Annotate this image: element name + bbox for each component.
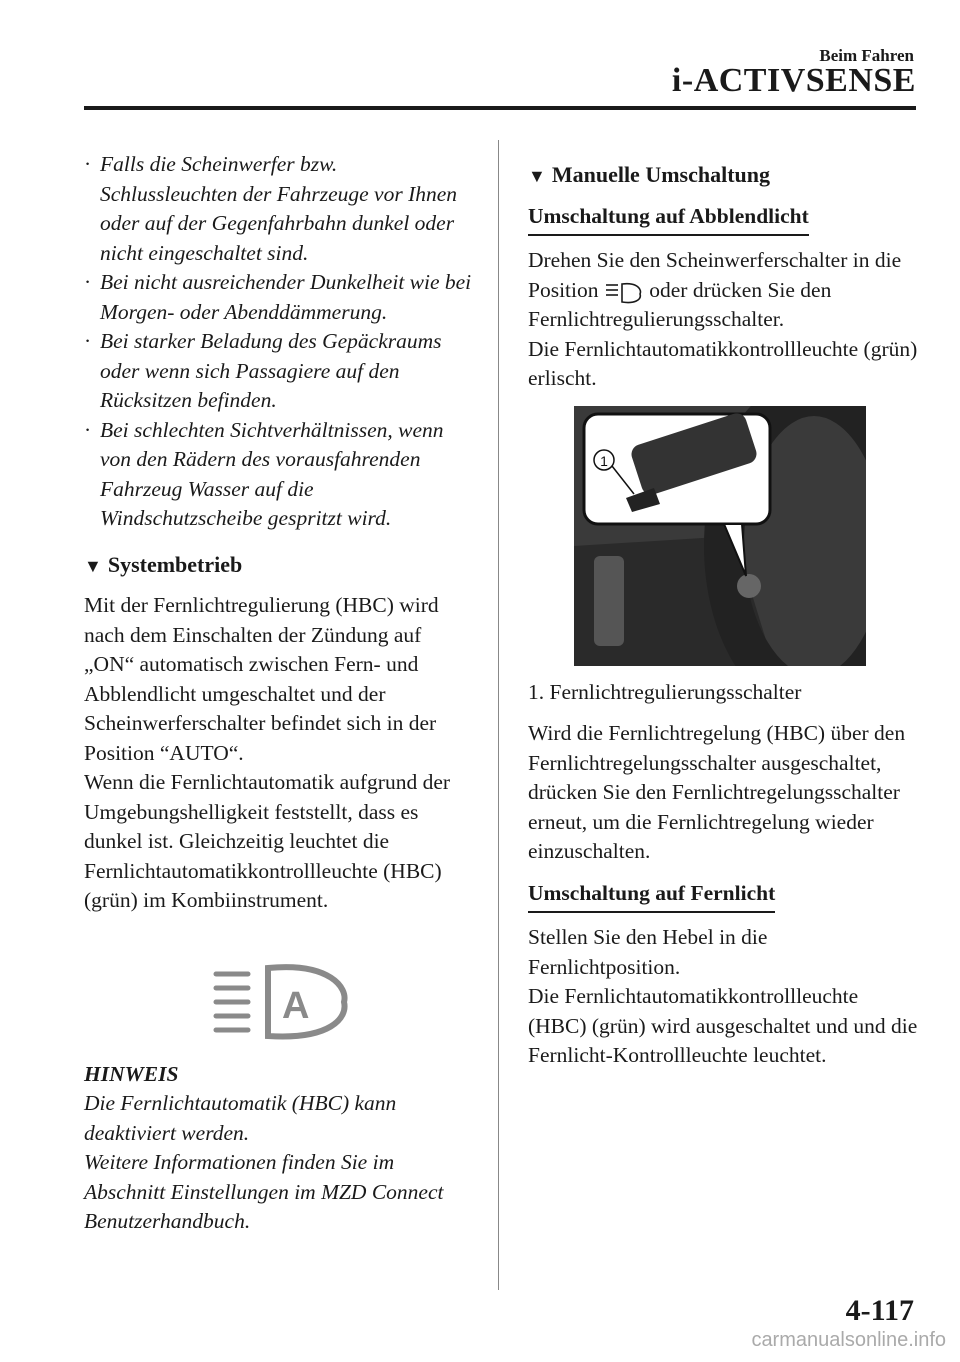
right-column <box>528 150 918 1071</box>
svg-text:A: A <box>282 984 310 1027</box>
section-heading-label: Systembetrieb <box>107 551 243 577</box>
auto-high-beam-indicator-icon <box>210 960 350 1040</box>
note-block <box>84 1060 474 1237</box>
bullet-item: · Bei starker Beladung des Gepäckraums oder wenn sich Passagiere auf den Rücksitzen befinden. <box>84 327 474 416</box>
photo-caption: 1. Fernlichtregulierungsschalter <box>528 679 802 704</box>
bullet-item: · Bei nicht ausreichender Dunkelheit wie bei Morgen- oder Abenddämmerung. <box>84 268 474 327</box>
paragraph: Die Fernlichtautomatikkontrollleuchte (HBC) (grün) wird ausgeschaltet und und die Fernlicht-Kontrollleuchte leuchtet. <box>528 984 918 1067</box>
triangle-down-icon: ▼ <box>528 166 546 186</box>
triangle-down-icon: ▼ <box>84 555 102 576</box>
photo-callout-label: 1 <box>600 452 608 469</box>
paragraph <box>528 246 918 335</box>
chapter-title: Beim Fahren <box>819 46 914 65</box>
subheading: Umschaltung auf Fernlicht <box>528 879 775 914</box>
left-column <box>84 150 474 1237</box>
section-heading <box>528 160 918 192</box>
bullet-item: · Bei schlechten Sichtverhältnissen, wenn von den Rädern des vorausfahrenden Fahrzeug Wasser auf die Windschutzscheibe gespritzt wird. <box>84 416 474 534</box>
watermark: carmanualsonline.info <box>751 1329 946 1351</box>
paragraph: Wenn die Fernlichtautomatik aufgrund der Umgebungshelligkeit feststellt, dass es dunkel ist. Gleichzeitig leuchtet die Fernlichtautomatikkontrollleuchte (HBC) (grün) im Kombiinstrument. <box>84 770 451 912</box>
subheading: Umschaltung auf Abblendlicht <box>528 202 809 237</box>
paragraph-text: oder drücken Sie den Fernlichtregulierungsschalter. <box>528 277 832 331</box>
paragraph-text: Drehen Sie den Scheinwerferschalter in die Position <box>528 248 902 302</box>
column-divider <box>498 140 499 1290</box>
steering-column-photo <box>574 406 866 666</box>
paragraph: Wird die Fernlichtregelung (HBC) über den Fernlichtregelungsschalter ausgeschaltet, drücken Sie den Fernlichtregelungsschalter erneut, um die Fernlichtregelung wieder einzuschalten. <box>528 721 906 863</box>
section-title: i-ACTIVSENSE <box>671 62 916 99</box>
bullet-item: · Falls die Scheinwerfer bzw. Schlussleuchten der Fahrzeuge vor Ihnen oder auf der Gegenfahrbahn dunkel oder nicht eingeschaltet sind. <box>84 150 474 268</box>
note-title: HINWEIS <box>84 1061 179 1086</box>
note-line: Weitere Informationen finden Sie im Abschnitt Einstellungen im MZD Connect Benutzerhandbuch. <box>84 1150 444 1233</box>
section-heading <box>84 550 474 582</box>
paragraph: Mit der Fernlichtregulierung (HBC) wird nach dem Einschalten der Zündung auf „ON“ automatisch zwischen Fern- und Abblendlicht umgeschaltet und der Scheinwerferschalter befindet sich in der Position “AUTO“. <box>84 593 439 765</box>
section-heading-label: Manuelle Umschaltung <box>551 162 771 187</box>
note-line: Die Fernlichtautomatik (HBC) kann deaktiviert werden. <box>84 1091 397 1145</box>
paragraph: Stellen Sie den Hebel in die Fernlichtposition. <box>528 925 768 979</box>
page-number: 4-117 <box>845 1294 914 1327</box>
header-rule <box>84 106 916 110</box>
low-beam-icon <box>604 280 644 304</box>
paragraph: Die Fernlichtautomatikkontrollleuchte (grün) erlischt. <box>528 336 918 390</box>
